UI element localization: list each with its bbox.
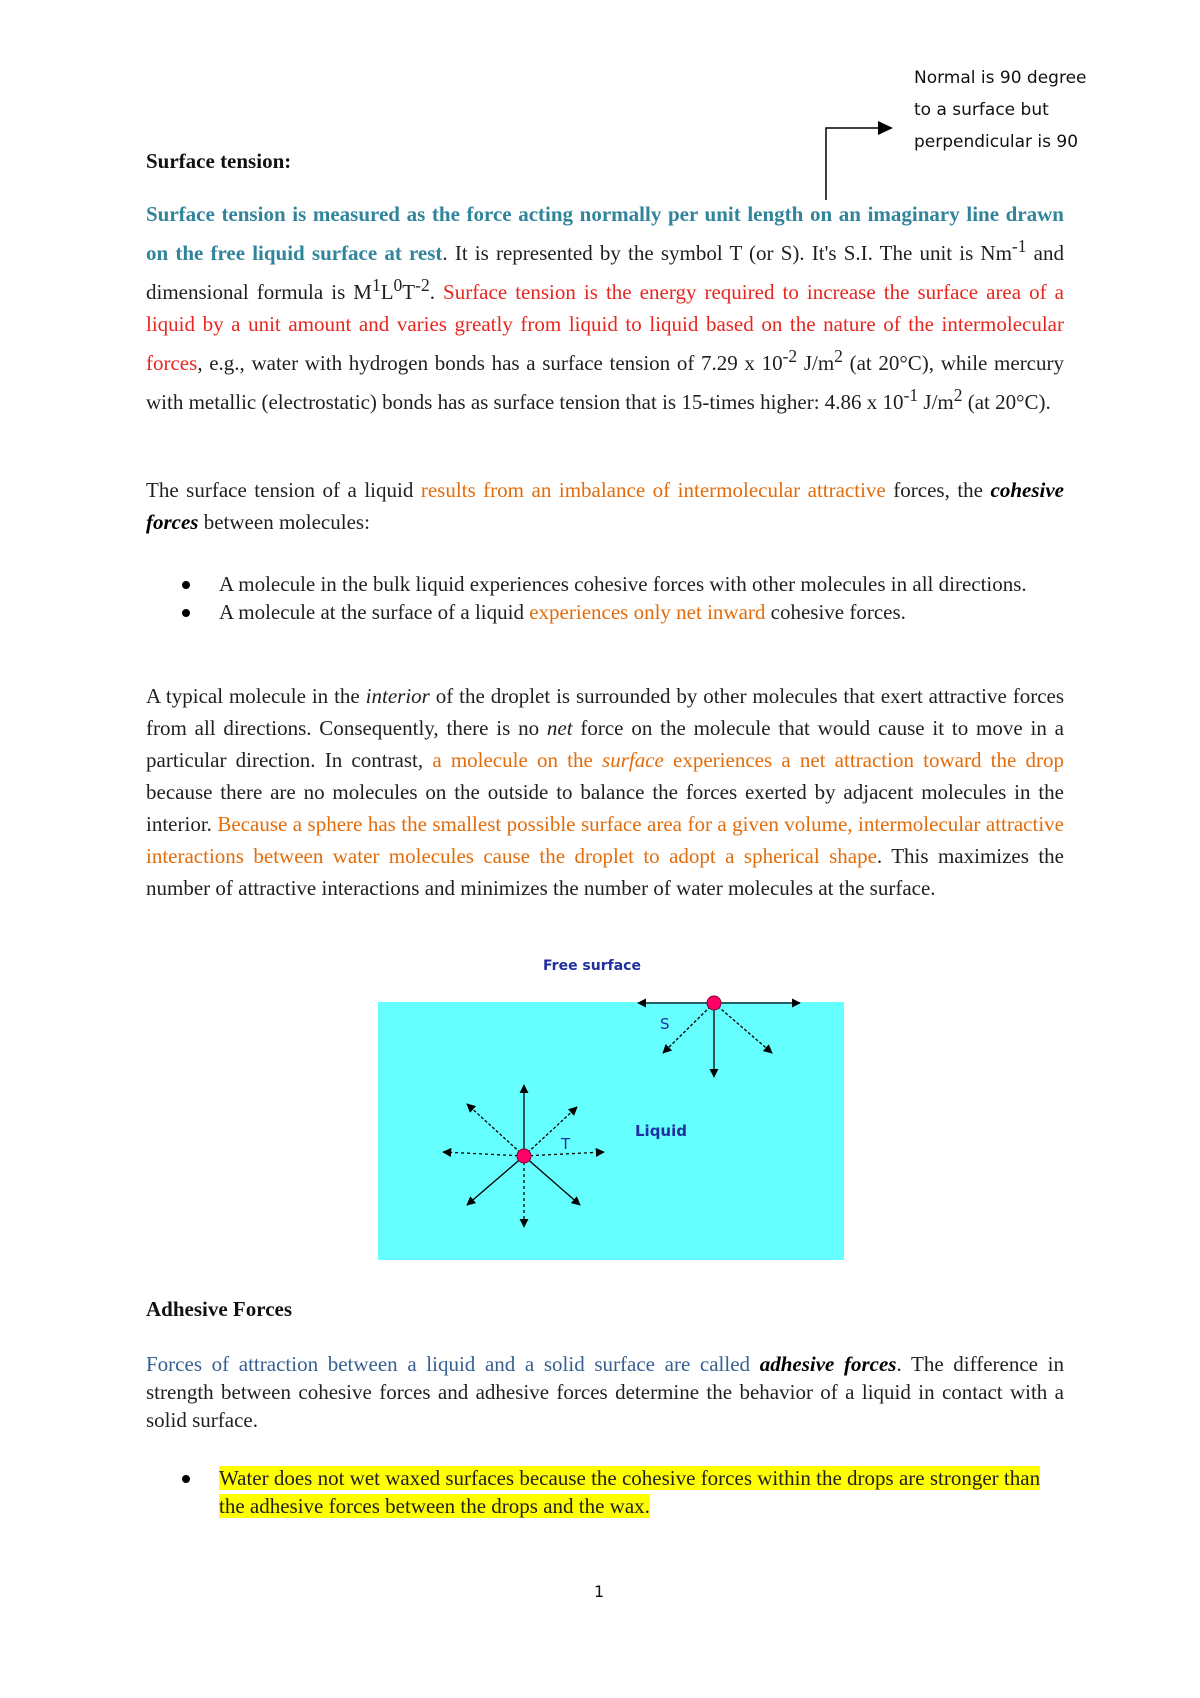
paragraph-droplet: A typical molecule in the interior of the droplet is surrounded by other molecules that exert attractive forces from all directions. Consequently, there is no net force on the molecule that would cause it to move in a particular direction. In contrast, a molecule on the surface experiences a net attraction toward the drop because there are no molecules on the outside to balance the forces exerted by adjacent molecules in the interior. Because a sphere has the smallest possible surface area for a given volume, intermolecular attractive interactions between water molecules cause the droplet to adopt a spherical shape. This maximizes the number of attractive interactions and minimizes the number of water molecules at the surface. [146,684,1065,900]
note-line: Normal is 90 degree [914,68,1087,88]
paragraph-adhesive: Forces of attraction between a liquid and a solid surface are called adhesive forces. The difference in strength between cohesive forces and adhesive forces determine the behavior of a liquid in contact with a solid surface. [146,1352,1064,1432]
note-line: to a surface but [914,100,1049,120]
list-item: A molecule at the surface of a liquid experiences only net inward cohesive forces. [146,598,1064,626]
paragraph-imbalance: The surface tension of a liquid results from an imbalance of intermolecular attractive forces, the cohesive forces between molecules: [146,478,1064,534]
note-line: perpendicular is 90 [914,132,1079,152]
adhesive-bullet-list [146,1464,1064,1520]
interior-molecule [517,1149,531,1163]
heading-surface-tension: Surface tension: [146,149,292,173]
bullet-icon [182,1475,190,1483]
surface-molecule [707,996,721,1010]
list-item: Water does not wet waxed surfaces because the cohesive forces within the drops are stronger than the adhesive forces between the drops and the wax. [146,1464,1064,1520]
label-liquid: Liquid [635,1122,687,1140]
label-s: S [660,1015,670,1033]
paragraph-definition: Surface tension is measured as the force acting normally per unit length on an imaginary line drawn on the free liquid surface at rest. It is represented by the symbol T (or S). It's S.I. The unit is $Nm^{-1}$ and dimensional formula is $M^1L^0T^{-2}$. Surface tension is the energy required to increase the surface area of a liquid by a unit amount and varies greatly from liquid to liquid based on the nature of the intermolecular forces, e.g., water with hydrogen bonds has a surface tension of 7.29 x $10^{-2}$ $J/m^2$ (at 20°C), while mercury with metallic (electrostatic) bonds has as surface tension that is 15-times higher: 4.86 x $10^{-1}$ $J/m^2$ (at 20°C). [146,202,1064,414]
heading-adhesive-forces: Adhesive Forces [146,1297,293,1321]
figure-title: Free surface [543,958,641,974]
page-number: 1 [594,1582,605,1601]
list-item: A molecule in the bulk liquid experiences cohesive forces with other molecules in all directions. [146,570,1064,598]
label-t: T [561,1135,571,1153]
liquid-region [378,1002,844,1260]
